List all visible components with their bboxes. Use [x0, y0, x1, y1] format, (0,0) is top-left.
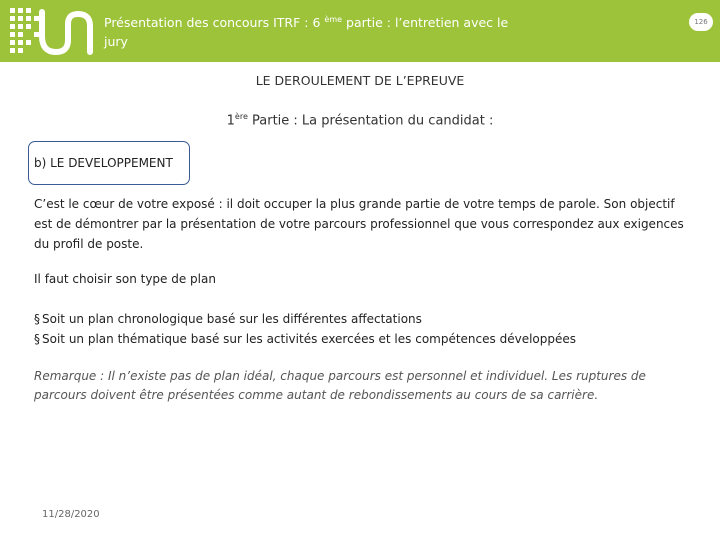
page-number: 126 [689, 13, 713, 31]
plan-choice-text: Il faut choisir son type de plan [34, 272, 216, 286]
bullet-icon: § [34, 332, 40, 346]
slide-title: Présentation des concours ITRF : 6 $^{ème}$ partie : l’entretien avec le jury [104, 15, 509, 50]
slide-header [0, 0, 720, 62]
bullet-icon: § [34, 312, 40, 326]
plan-list [34, 309, 684, 349]
slide-date: 11/28/2020 [42, 509, 100, 520]
remark-text: Remarque : Il n’existe pas de plan idéal, chaque parcours est personnel et individuel. Les ruptures de parcours doivent être présentées comme autant de rebondissements au cours de sa carrière. [34, 369, 646, 402]
section-title: LE DEROULEMENT DE L’EPREUVE [255, 73, 465, 88]
list-item: § Soit un plan chronologique basé sur les différentes affectations [34, 309, 684, 329]
university-logo-icon [8, 4, 100, 58]
development-label: b) LE DEVELOPPEMENT [34, 156, 173, 170]
list-item: § Soit un plan thématique basé sur les activités exercées et les compétences développées [34, 329, 684, 349]
development-paragraph: C’est le cœur de votre exposé : il doit occuper la plus grande partie de votre temps de parole. Son objectif est de démontrer par la présentation de votre parcours professionnel que vous correspondez aux exigences du profil de poste. [34, 197, 684, 251]
sub-title: 1ère Partie : La présentation du candidat : [226, 112, 494, 129]
